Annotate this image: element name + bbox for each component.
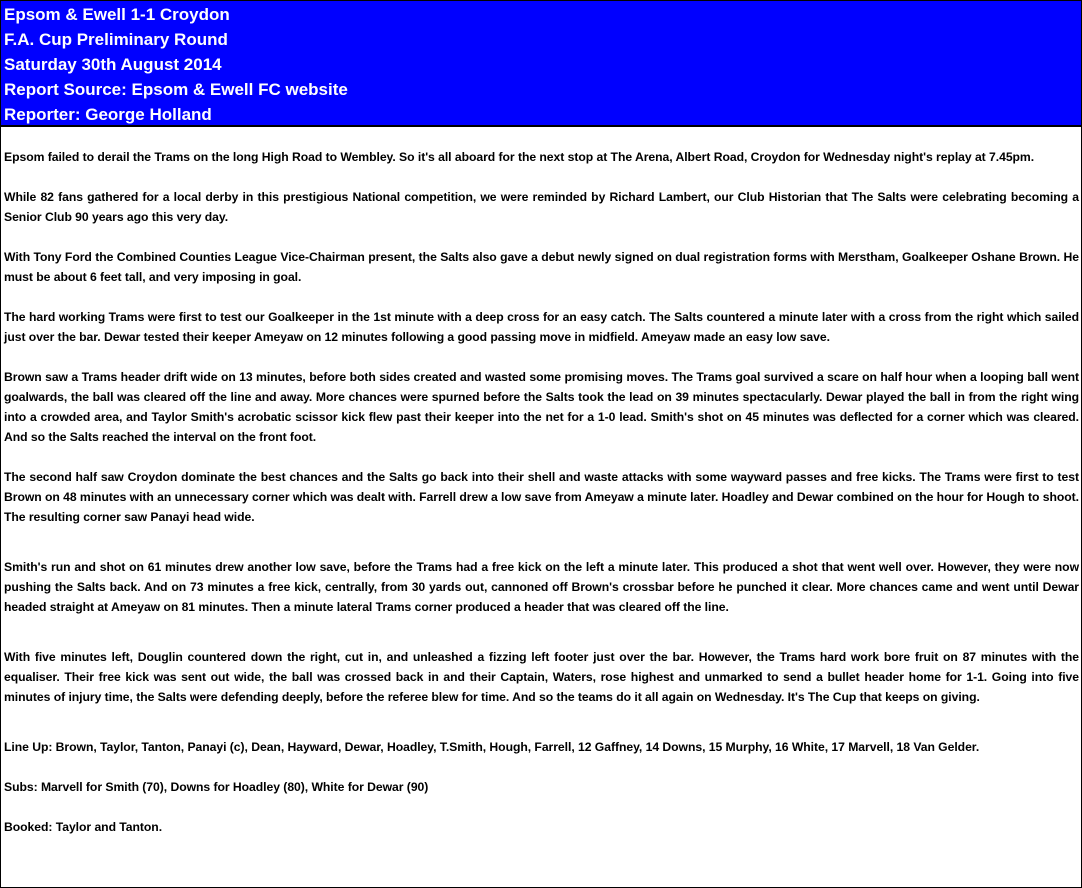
paragraph-debut: With Tony Ford the Combined Counties League Vice-Chairman present, the Salts also gave a debut newly signed on dual registration forms with Merstham, Goalkeeper Oshane Brown. He must be about 6 feet tall, and very imposing in goal.: [4, 250, 1079, 284]
line-up: Line Up: Brown, Taylor, Tanton, Panayi (c), Dean, Hayward, Dewar, Hoadley, T.Smith, Hough, Farrell, 12 Gaffney, 14 Downs, 15 Murphy, 16 White, 17 Marvell, 18 Van Gelder.: [4, 740, 980, 754]
paragraph-second-half: The second half saw Croydon dominate the best chances and the Salts go back into their shell and waste attacks with some wayward passes and free kicks. The Trams were first to test Brown on 48 minutes with an unnecessary corner which was dealt with. Farrell drew a low save from Ameyaw a minute later. Hoadley and Dewar combined on the hour for Hough to shoot. The resulting corner saw Panayi head wide.: [4, 470, 1079, 524]
paragraph-equaliser: With five minutes left, Douglin countered down the right, cut in, and unleashed a fizzing left footer just over the bar. However, the Trams hard work bore fruit on 87 minutes with the equaliser. Their free kick was sent out wide, the ball was crossed back in and their Captain, Waters, rose highest and unmarked to send a bullet header home for 1-1. Going into five minutes of injury time, the Salts were defending deeply, before the referee blew for time. And so the teams do it all again on Wednesday. It's The Cup that keeps on giving.: [4, 650, 1079, 704]
match-date: Saturday 30th August 2014: [4, 55, 222, 74]
competition-round: F.A. Cup Preliminary Round: [4, 30, 228, 49]
paragraph-pressure: Smith's run and shot on 61 minutes drew another low save, before the Trams had a free kick on the left a minute later. This produced a shot that went well over. However, they were now pushing the Salts back. And on 73 minutes a free kick, centrally, from 30 yards out, cannoned off Brown's crossbar before he punched it clear. More chances came and went until Dewar headed straight at Ameyaw on 81 minutes. Then a minute lateral Trams corner produced a header that was cleared off the line.: [4, 560, 1079, 614]
reporter: Reporter: George Holland: [4, 105, 212, 124]
report-header: [1, 1, 1081, 127]
paragraph-historian: While 82 fans gathered for a local derby in this prestigious National competition, we were reminded by Richard Lambert, our Club Historian that The Salts were celebrating becoming a Senior Club 90 years ago this very day.: [4, 190, 1079, 224]
substitutions: Subs: Marvell for Smith (70), Downs for Hoadley (80), White for Dewar (90): [4, 780, 429, 794]
match-title: Epsom & Ewell 1-1 Croydon: [4, 5, 230, 24]
paragraph-intro: Epsom failed to derail the Trams on the long High Road to Wembley. So it's all aboard for the next stop at The Arena, Albert Road, Croydon for Wednesday night's replay at 7.45pm.: [4, 150, 1035, 164]
bookings: Booked: Taylor and Tanton.: [4, 820, 163, 834]
report-body: [1, 147, 1081, 837]
paragraph-first-half: Brown saw a Trams header drift wide on 13 minutes, before both sides created and wasted some promising moves. The Trams goal survived a scare on half hour when a looping ball went goalwards, the ball was cleared off the line and away. More chances were spurned before the Salts took the lead on 39 minutes spectacularly. Dewar played the ball in from the right wing into a crowded area, and Taylor Smith's acrobatic scissor kick flew past their keeper into the net for a 1-0 lead. Smith's shot on 45 minutes was deflected for a corner which was cleared. And so the Salts reached the interval on the front foot.: [4, 370, 1079, 444]
paragraph-first-minutes: The hard working Trams were first to test our Goalkeeper in the 1st minute with a deep cross for an easy catch. The Salts countered a minute later with a cross from the right which sailed just over the bar. Dewar tested their keeper Ameyaw on 12 minutes following a good passing move in midfield. Ameyaw made an easy low save.: [4, 310, 1079, 344]
report-source: Report Source: Epsom & Ewell FC website: [4, 80, 348, 99]
